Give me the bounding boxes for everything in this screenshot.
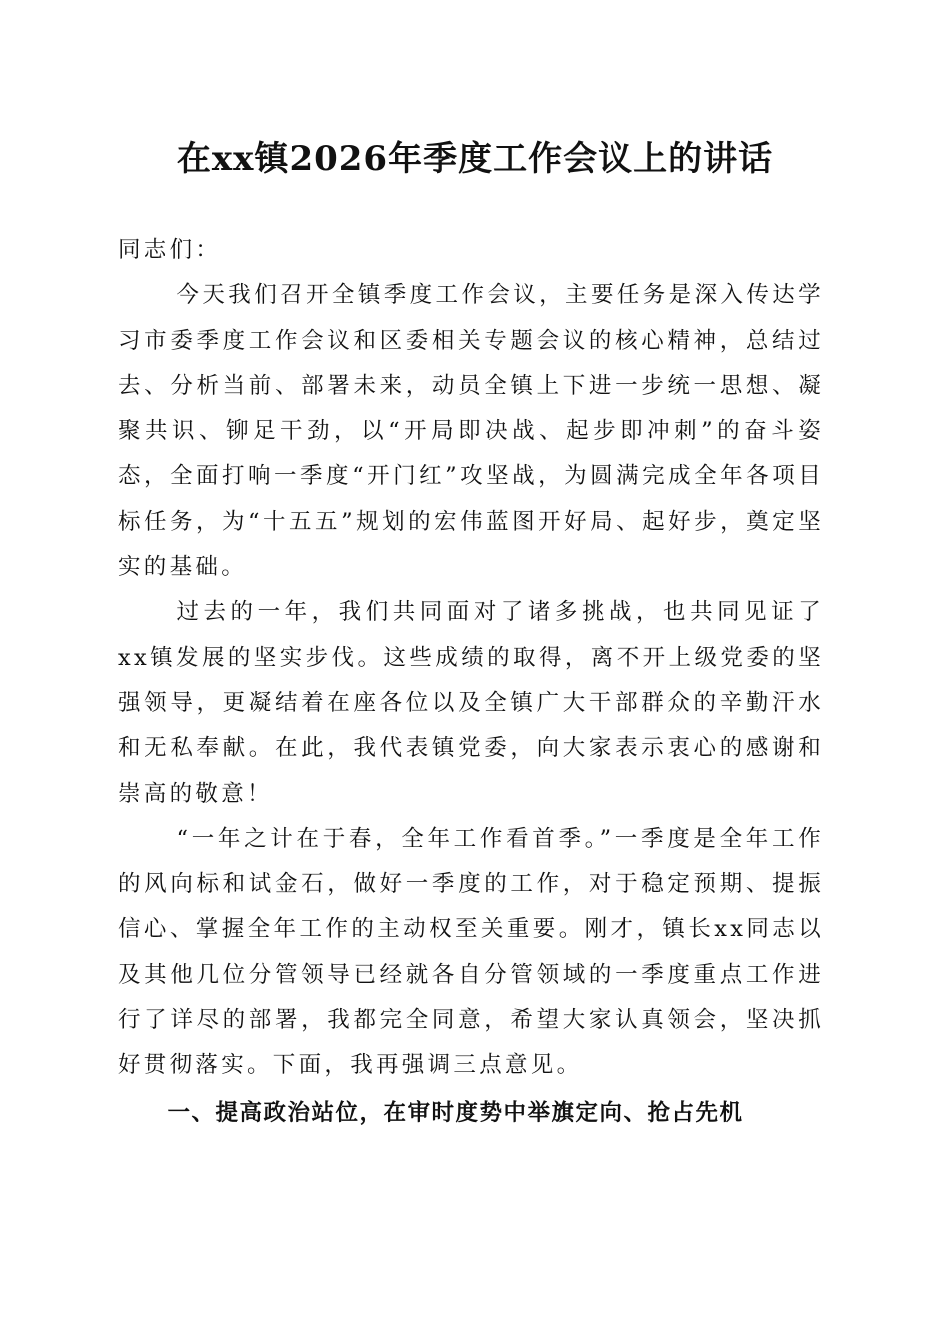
section-heading: 一、提高政治站位，在审时度势中举旗定向、抢占先机	[167, 1099, 744, 1126]
document-body	[118, 228, 824, 1136]
document-title: 在xx镇2026年季度工作会议上的讲话	[176, 139, 774, 179]
salutation: 同志们：	[118, 237, 222, 263]
paragraph-intro: 今天我们召开全镇季度工作会议，主要任务是深入传达学习市委季度工作会议和区委相关专题会议的核心精神，总结过去、分析当前、部署未来，动员全镇上下进一步统一思想、凝聚共识、铆足干劲，以“开局即决战、起步即冲刺”的奋斗姿态，全面打响一季度“开门红”攻坚战，为圆满完成全年各项目标任务，为“十五五”规划的宏伟蓝图开好局、起好步，奠定坚实的基础。	[118, 282, 824, 581]
paragraph-first-quarter: “一年之计在于春，全年工作看首季。”一季度是全年工作的风向标和试金石，做好一季度的工作，对于稳定预期、提振信心、掌握全年工作的主动权至关重要。刚才，镇长xx同志以及其他几位分管领导已经就各自分管领域的一季度重点工作进行了详尽的部署，我都完全同意，希望大家认真领会，坚决抓好贯彻落实。下面，我再强调三点意见。	[118, 825, 824, 1079]
paragraph-review: 过去的一年，我们共同面对了诸多挑战，也共同见证了xx镇发展的坚实步伐。这些成绩的取得，离不开上级党委的坚强领导，更凝结着在座各位以及全镇广大干部群众的辛勤汗水和无私奉献。在此，我代表镇党委，向大家表示衷心的感谢和崇高的敬意！	[118, 599, 824, 807]
